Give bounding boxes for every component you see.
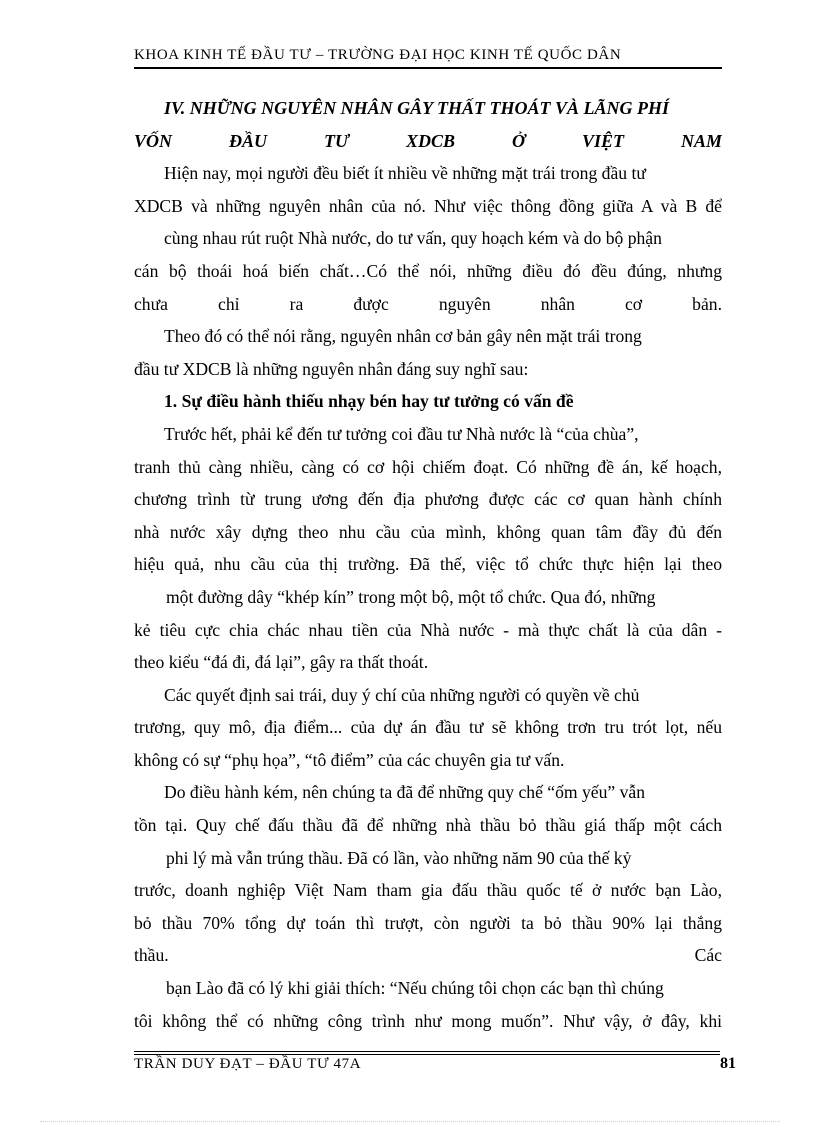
text-line: Theo đó có thể nói rằng, nguyên nhân cơ bản gây nên mặt trái trong bbox=[164, 326, 642, 347]
text-line: trương, quy mô, địa điểm... của dự án đầu tư sẽ không trơn tru trót lọt, nếu bbox=[134, 717, 722, 738]
text-line: hiệu quả, nhu cầu của thị trường. Đã thế, việc tổ chức thực hiện lại theo bbox=[134, 554, 722, 575]
text-line: Hiện nay, mọi người đều biết ít nhiều về những mặt trái trong đầu tư bbox=[164, 163, 646, 184]
text-line: Các quyết định sai trái, duy ý chí của những người có quyền về chủ bbox=[164, 684, 640, 705]
text-line: XDCB và những nguyên nhân của nó. Như việc thông đồng giữa A và B để bbox=[134, 195, 722, 216]
text-line: trước, doanh nghiệp Việt Nam tham gia đấu thầu quốc tế ở nước bạn Lào, bbox=[134, 880, 722, 901]
page-number: 81 bbox=[720, 1055, 736, 1072]
text-line: thầu. Các bbox=[134, 945, 722, 966]
text-line: nhà nước xây dựng theo nhu cầu của mình, không quan tâm đầy đủ đến bbox=[134, 521, 722, 542]
footer-author: TRẦN DUY ĐẠT – ĐẦU TƯ 47A bbox=[134, 1056, 362, 1072]
document-body bbox=[134, 92, 722, 1037]
section-heading: IV. NHỮNG NGUYÊN NHÂN GÂY THẤT THOÁT VÀ LÃNG PHÍ bbox=[164, 98, 669, 118]
header-rule bbox=[134, 67, 722, 69]
text-line: chưa chỉ ra được nguyên nhân cơ bản. bbox=[134, 293, 722, 314]
section-heading-continued: VỐN ĐẦU TƯ XDCB Ở VIỆT NAM bbox=[134, 130, 722, 151]
text-line: đầu tư XDCB là những nguyên nhân đáng suy nghĩ sau: bbox=[134, 358, 529, 379]
footer-rule bbox=[134, 1054, 720, 1055]
text-line: kẻ tiêu cực chia chác nhau tiền của Nhà nước - mà thực chất là của dân - bbox=[134, 619, 722, 640]
text-line: cán bộ thoái hoá biến chất…Có thể nói, những điều đó đều đúng, nhưng bbox=[134, 260, 722, 281]
page-bottom-edge bbox=[40, 1121, 780, 1122]
text-line: Trước hết, phải kể đến tư tưởng coi đầu tư Nhà nước là “của chùa”, bbox=[164, 423, 639, 444]
text-line: bỏ thầu 70% tổng dự toán thì trượt, còn người ta bỏ thầu 90% lại thắng bbox=[134, 912, 722, 933]
text-line: theo kiểu “đá đi, đá lại”, gây ra thất thoát. bbox=[134, 652, 429, 673]
text-line: chương trình từ trung ương đến địa phương được các cơ quan hành chính bbox=[134, 489, 722, 510]
subsection-heading: 1. Sự điều hành thiếu nhạy bén hay tư tưởng có vấn đề bbox=[164, 391, 574, 412]
text-line: bạn Lào đã có lý khi giải thích: “Nếu chúng tôi chọn các bạn thì chúng bbox=[166, 978, 664, 999]
page-header: KHOA KINH TẾ ĐẦU TƯ – TRƯỜNG ĐẠI HỌC KINH TẾ QUỐC DÂN bbox=[134, 47, 622, 63]
text-line: tôi không thể có những công trình như mong muốn”. Như vậy, ở đây, khi bbox=[134, 1010, 722, 1031]
text-line: tranh thủ càng nhiều, càng có cơ hội chiếm đoạt. Có những đề án, kế hoạch, bbox=[134, 456, 722, 477]
text-line: một đường dây “khép kín” trong một bộ, một tổ chức. Qua đó, những bbox=[166, 586, 656, 607]
text-line: Do điều hành kém, nên chúng ta đã để những quy chế “ốm yếu” vẫn bbox=[164, 782, 646, 803]
text-line: không có sự “phụ họa”, “tô điểm” của các chuyên gia tư vấn. bbox=[134, 749, 565, 770]
text-line: cùng nhau rút ruột Nhà nước, do tư vấn, quy hoạch kém và do bộ phận bbox=[164, 228, 662, 249]
text-line: tồn tại. Quy chế đấu thầu đã để những nhà thầu bỏ thầu giá thấp một cách bbox=[134, 815, 722, 836]
text-line: phi lý mà vẫn trúng thầu. Đã có lần, vào những năm 90 của thế kỷ bbox=[166, 847, 632, 868]
footer-rule bbox=[134, 1051, 720, 1052]
